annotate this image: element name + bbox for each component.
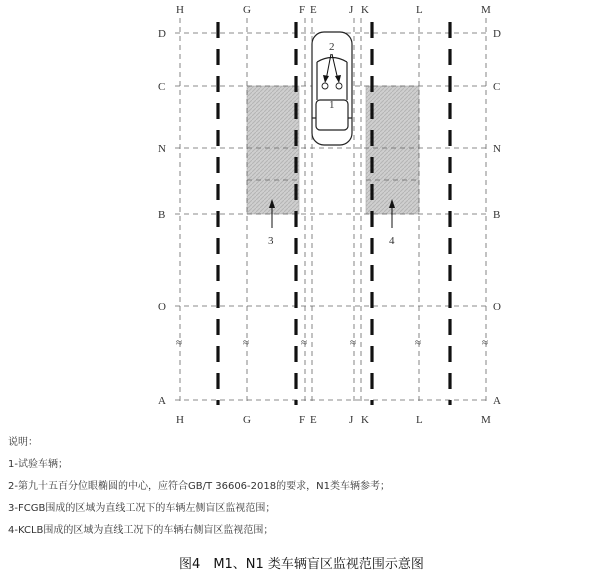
note-item-1: 1-试验车辆； xyxy=(8,459,68,470)
svg-text:≈: ≈ xyxy=(350,337,357,349)
svg-text:≈: ≈ xyxy=(243,337,250,349)
svg-text:B: B xyxy=(158,209,166,221)
callout-2: 2 xyxy=(329,41,335,53)
svg-text:E: E xyxy=(310,4,317,16)
svg-text:O: O xyxy=(158,301,166,313)
svg-text:K: K xyxy=(361,414,369,426)
svg-text:D: D xyxy=(158,28,166,40)
svg-text:F: F xyxy=(299,414,306,426)
svg-text:M: M xyxy=(481,414,491,426)
column-labels-top xyxy=(176,4,491,16)
svg-text:J: J xyxy=(349,4,354,16)
svg-text:F: F xyxy=(299,4,306,16)
svg-text:N: N xyxy=(158,143,166,155)
row-labels-left xyxy=(158,28,166,407)
svg-text:G: G xyxy=(243,4,251,16)
svg-text:J: J xyxy=(349,414,354,426)
svg-text:≈: ≈ xyxy=(482,337,489,349)
callout-4: 4 xyxy=(389,235,395,247)
svg-text:≈: ≈ xyxy=(415,337,422,349)
figure-caption: 图4 M1、N1 类车辆盲区监视范围示意图 xyxy=(179,557,424,572)
notes-section xyxy=(8,437,588,547)
svg-text:M: M xyxy=(481,4,491,16)
svg-text:H: H xyxy=(176,4,184,16)
svg-text:L: L xyxy=(416,414,423,426)
column-labels-bottom xyxy=(176,414,491,426)
note-item-4: 4-KCLB围成的区域为直线工况下的车辆右侧盲区监视范围； xyxy=(8,525,274,536)
callout-1: 1 xyxy=(329,99,335,111)
svg-text:B: B xyxy=(493,209,501,221)
svg-text:L: L xyxy=(416,4,423,16)
svg-text:A: A xyxy=(158,395,166,407)
note-item-3: 3-FCGB围成的区域为直线工况下的车辆左侧盲区监视范围； xyxy=(8,503,276,514)
note-item-2: 2-第九十五百分位眼椭圆的中心，应符合GB/T 36606-2018的要求，N1类车辆参考； xyxy=(8,481,390,492)
callout-3: 3 xyxy=(268,235,274,247)
right-blind-zone xyxy=(366,86,419,214)
svg-text:C: C xyxy=(493,81,501,93)
svg-text:D: D xyxy=(493,28,501,40)
notes-title: 说明： xyxy=(8,437,38,448)
svg-text:O: O xyxy=(493,301,501,313)
row-labels-right xyxy=(493,28,501,407)
svg-text:C: C xyxy=(158,81,166,93)
svg-text:E: E xyxy=(310,414,317,426)
svg-text:K: K xyxy=(361,4,369,16)
svg-text:≈: ≈ xyxy=(301,337,308,349)
svg-text:G: G xyxy=(243,414,251,426)
svg-text:≈: ≈ xyxy=(176,337,183,349)
svg-text:A: A xyxy=(493,395,501,407)
svg-text:H: H xyxy=(176,414,184,426)
svg-text:N: N xyxy=(493,143,501,155)
break-marks xyxy=(176,337,488,349)
left-blind-zone xyxy=(247,86,299,214)
